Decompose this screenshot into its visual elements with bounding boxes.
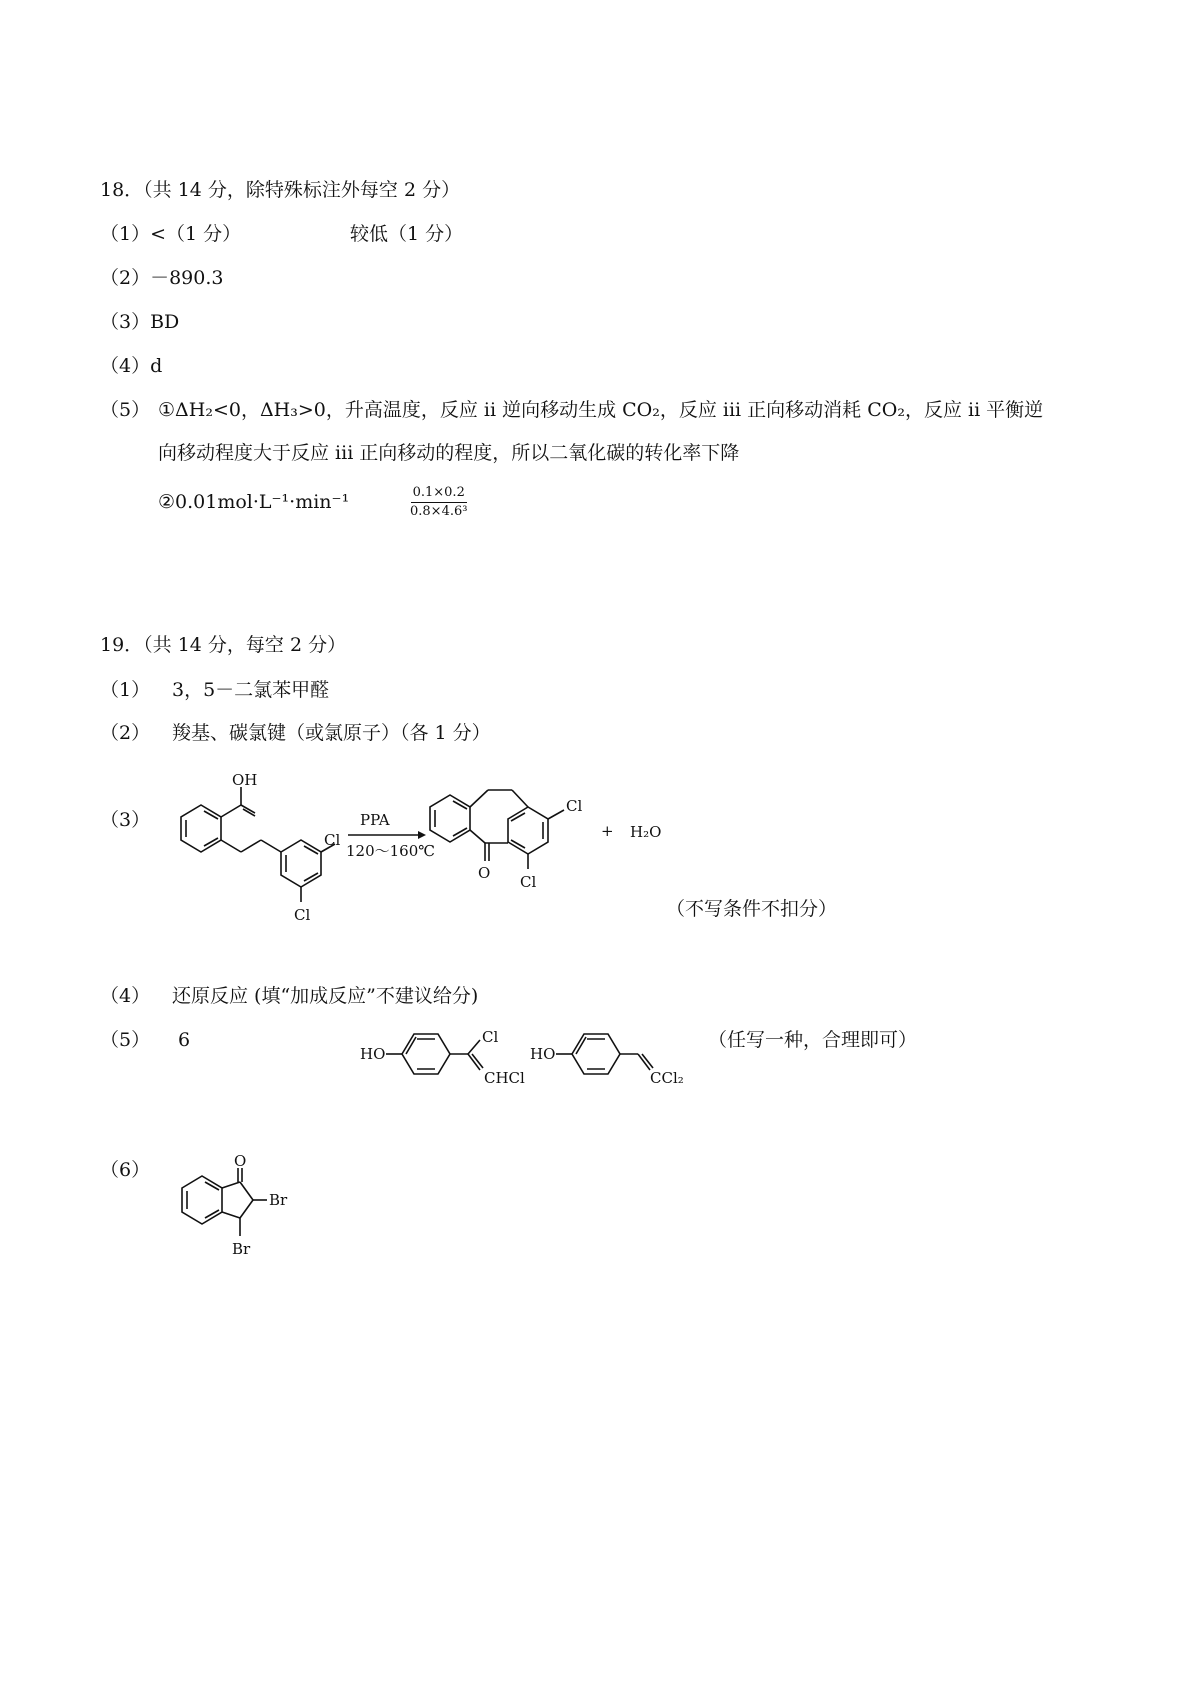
- q18-part3-answer: （3）BD: [100, 311, 180, 333]
- q19-part3-label: （3）: [100, 809, 151, 831]
- benzene-ring-3: [430, 795, 470, 842]
- q19-part5-label: （5）: [100, 1029, 151, 1051]
- q18-part5-line1: ①ΔH₂<0，ΔH₃>0，升高温度，反应 ii 逆向移动生成 CO₂，反应 iii 正向移动消耗 CO₂，反应 ii 平衡逆: [158, 399, 1044, 421]
- structure-2: [530, 1022, 700, 1092]
- q19-part5-note: （任写一种，合理即可）: [708, 1029, 918, 1051]
- q19-header: 19．（共 14 分，每空 2 分）: [100, 634, 347, 656]
- benzene-ring-2: [281, 840, 321, 887]
- q19-part1-label: （1）: [100, 679, 151, 701]
- q19-part4-answer: 还原反应 (填“加成反应”不建议给分): [172, 985, 479, 1007]
- q18-part5-label: （5）: [100, 399, 151, 421]
- q18-part2-answer: （2）－890.3: [100, 267, 224, 289]
- q18-part1-answer-a: （1）<（1 分）: [100, 223, 242, 245]
- q19-part4-label: （4）: [100, 985, 151, 1007]
- q18-header: 18．（共 14 分，除特殊标注外每空 2 分）: [100, 179, 461, 201]
- q19-part3-note: （不写条件不扣分）: [666, 898, 838, 920]
- q19-part2-label: （2）: [100, 722, 151, 744]
- cl-label-c: Cl: [566, 797, 583, 815]
- cl-label-e: Cl: [482, 1028, 499, 1046]
- br-label-1: Br: [269, 1191, 288, 1209]
- q19-part1-answer: 3，5－二氯苯甲醛: [172, 679, 330, 701]
- q18-part5-line2: 向移动程度大于反应 iii 正向移动的程度，所以二氧化碳的转化率下降: [158, 442, 740, 464]
- benzene-ring-5: [402, 1034, 450, 1074]
- plus-sign: +: [601, 822, 614, 840]
- q18-part4-answer: （4）d: [100, 355, 163, 377]
- cl-label-d: Cl: [520, 873, 537, 891]
- ketone-o-label-2: O: [234, 1152, 247, 1170]
- cl-label-a: Cl: [324, 831, 341, 849]
- cl-label-b: Cl: [294, 906, 311, 924]
- reagent-label: PPA: [360, 811, 390, 829]
- q19-part2-answer: 羧基、碳氯键（或氯原子）（各 1 分）: [172, 722, 491, 744]
- reaction-scheme: [150, 765, 690, 940]
- structure-1: [360, 1022, 540, 1092]
- structure-3: [150, 1150, 310, 1280]
- q19-part5-answer: 6: [178, 1029, 191, 1051]
- benzene-ring-4: [508, 807, 548, 854]
- ketone-o-label: O: [478, 864, 491, 882]
- water-label: H₂O: [630, 823, 662, 841]
- q18-part5-fraction: [410, 485, 467, 520]
- q18-part1-answer-b: 较低（1 分）: [350, 223, 464, 245]
- fraction-numerator: 0.1×0.2: [411, 485, 467, 503]
- br-label-2: Br: [232, 1240, 251, 1258]
- q18-part5-rate: ②0.01mol·L⁻¹·min⁻¹: [158, 491, 350, 513]
- ccl2-label: CCl₂: [650, 1069, 684, 1087]
- q19-part6-label: （6）: [100, 1159, 151, 1181]
- benzene-ring-6: [572, 1034, 620, 1074]
- ho-label-2: HO: [530, 1045, 556, 1063]
- fraction-denominator: 0.8×4.6³: [410, 504, 468, 519]
- benzene-ring-1: [181, 805, 221, 852]
- ho-label-1: HO: [360, 1045, 386, 1063]
- oh-label: OH: [232, 771, 258, 789]
- condition-label: 120～160℃: [346, 842, 436, 860]
- chcl-label: CHCl: [484, 1069, 525, 1087]
- benzene-ring-7: [182, 1176, 222, 1224]
